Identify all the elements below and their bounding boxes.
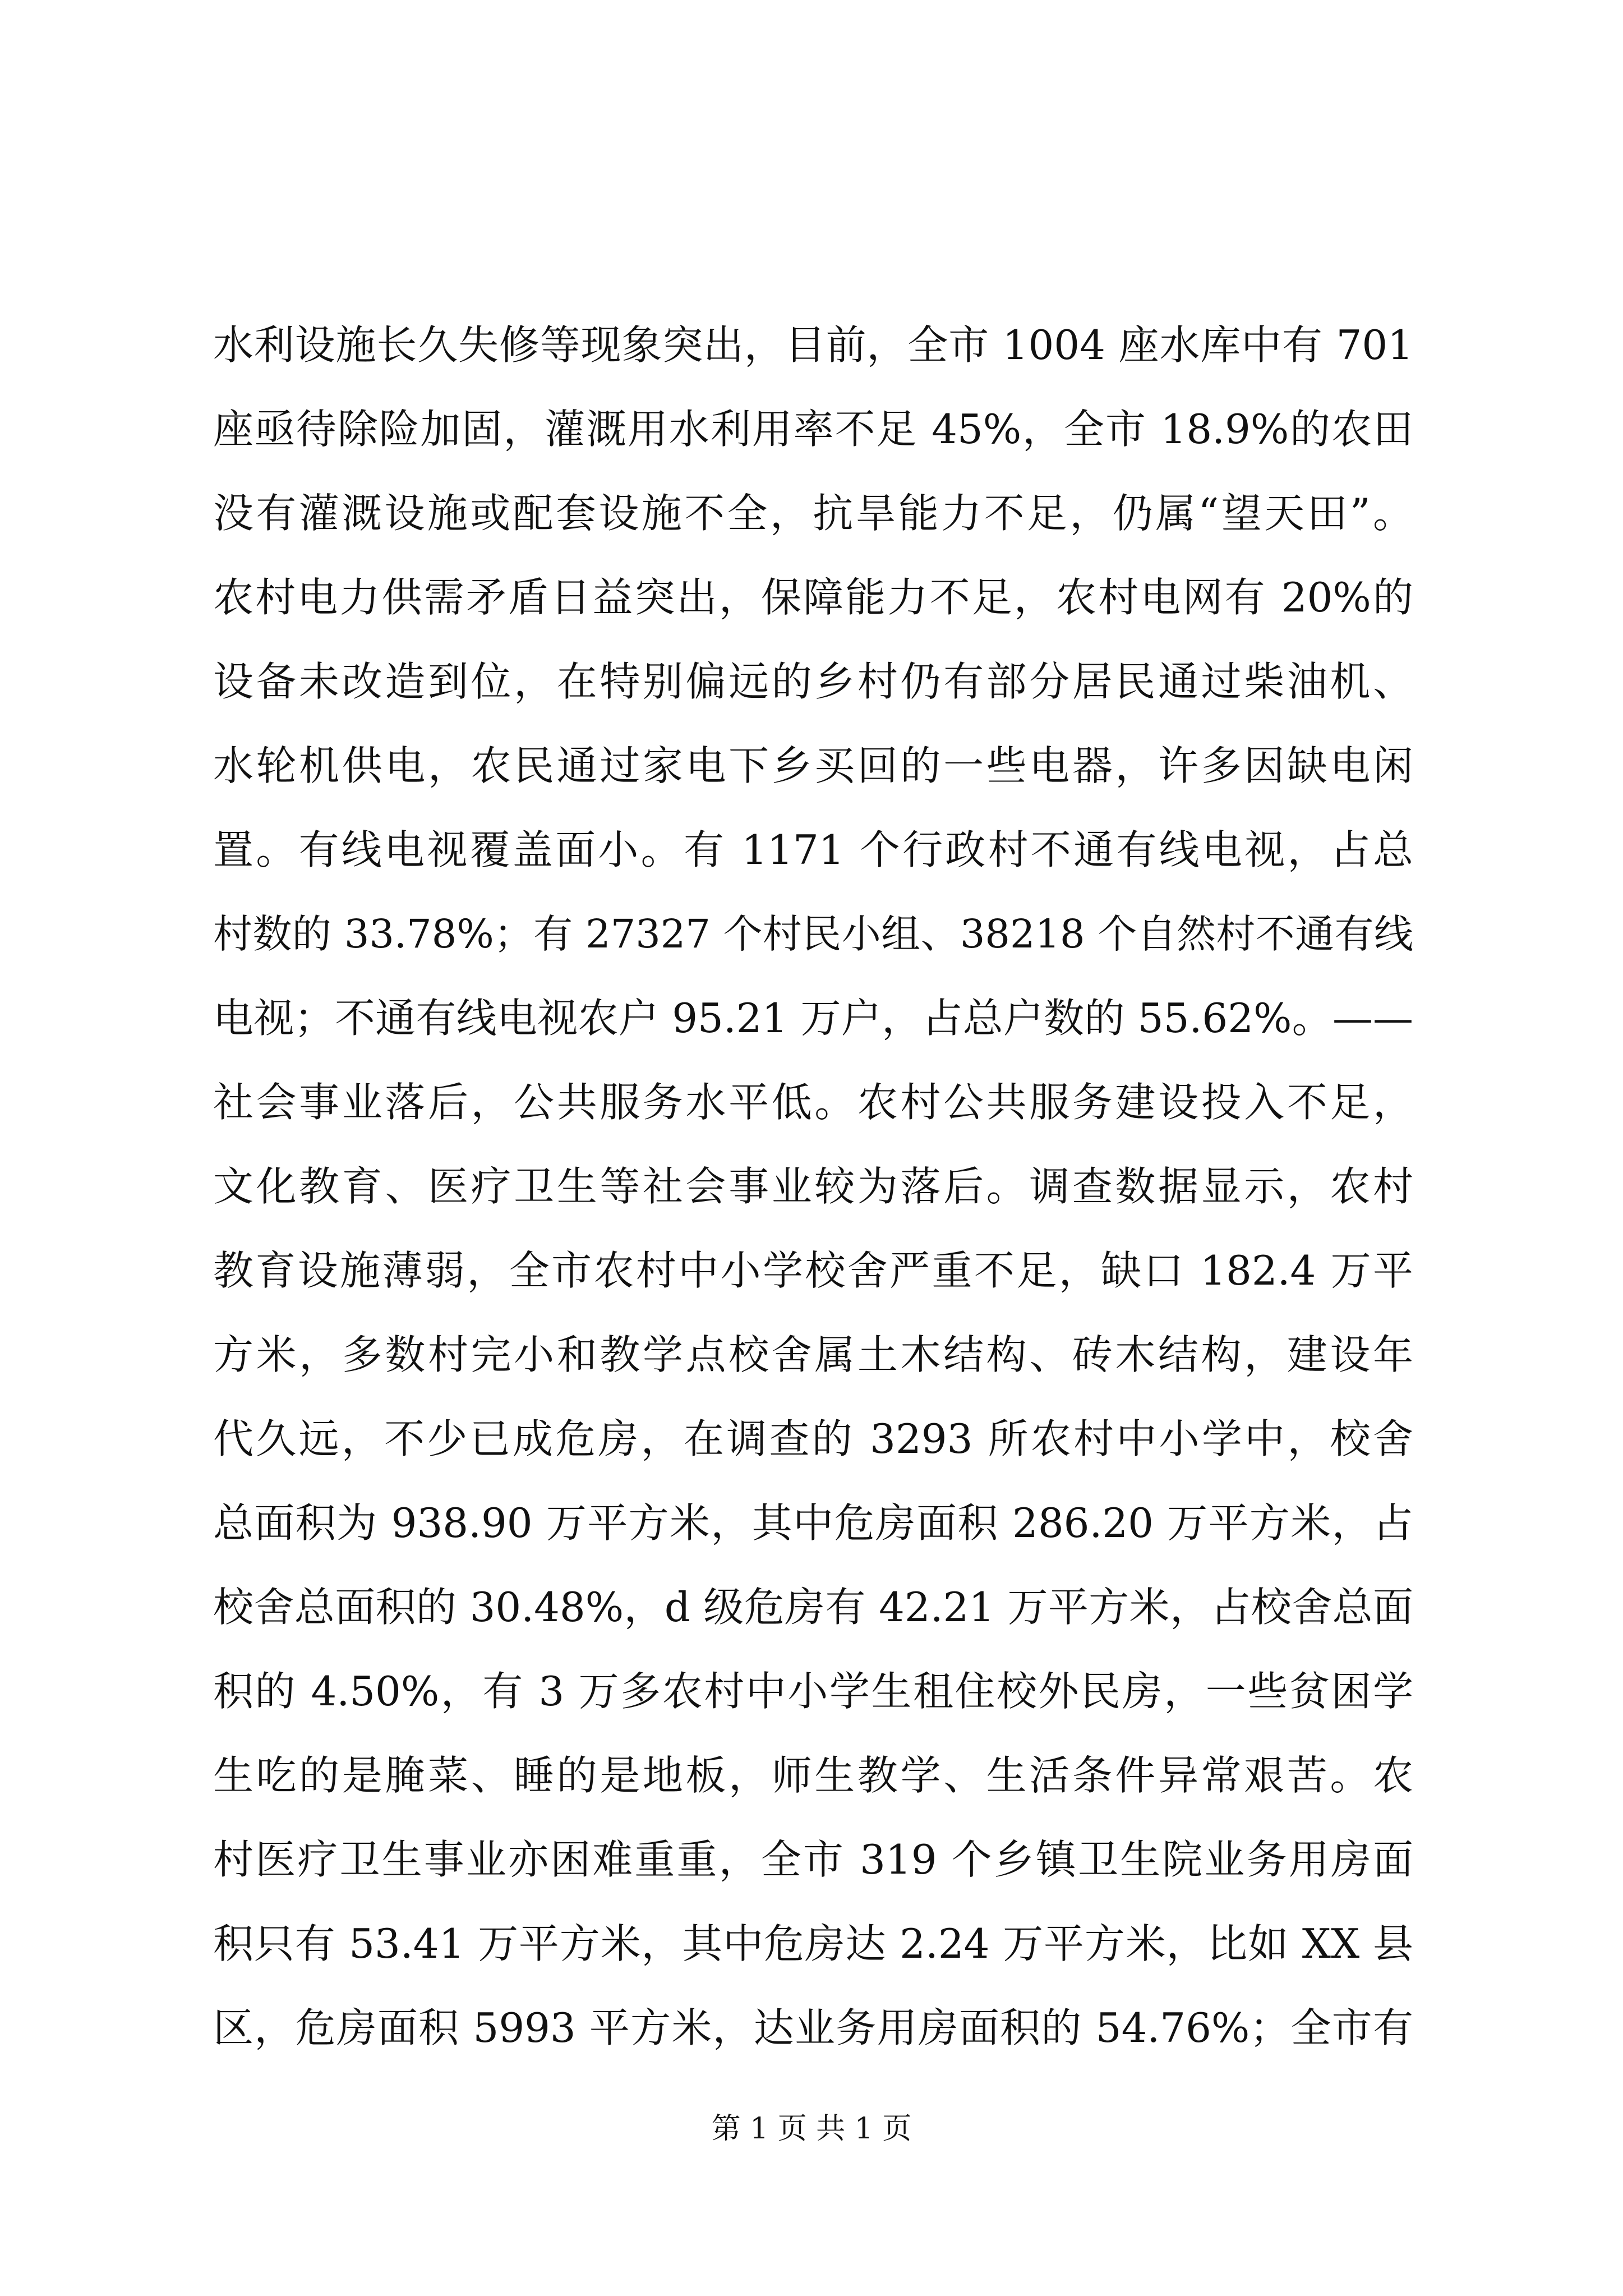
text-line: 生吃的是腌菜、睡的是地板，师生教学、生活条件异常艰苦。农 [213, 1752, 1413, 1799]
text-line: 村医疗卫生事业亦困难重重，全市 319 个乡镇卫生院业务用房面 [213, 1836, 1413, 1883]
text-line: 方米，多数村完小和教学点校舍属土木结构、砖木结构，建设年 [213, 1331, 1413, 1378]
text-line: 总面积为 938.90 万平方米，其中危房面积 286.20 万平方米，占 [213, 1499, 1413, 1547]
text-line: 社会事业落后，公共服务水平低。农村公共服务建设投入不足， [213, 1079, 1413, 1126]
document-body [213, 303, 1413, 2070]
text-line: 水利设施长久失修等现象突出，目前，全市 1004 座水库中有 701 [213, 321, 1413, 369]
text-line: 积的 4.50%，有 3 万多农村中小学生租住校外民房，一些贫困学 [213, 1668, 1413, 1715]
text-line: 置。有线电视覆盖面小。有 1171 个行政村不通有线电视，占总 [213, 826, 1413, 873]
text-line: 校舍总面积的 30.48%，d 级危房有 42.21 万平方米，占校舍总面 [213, 1584, 1413, 1631]
text-line: 农村电力供需矛盾日益突出，保障能力不足，农村电网有 20%的 [213, 574, 1413, 621]
text-line: 区，危房面积 5993 平方米，达业务用房面积的 54.76%；全市有 [213, 2004, 1413, 2051]
text-line: 电视；不通有线电视农户 95.21 万户，占总户数的 55.62%。—— [213, 995, 1413, 1042]
text-line: 村数的 33.78%；有 27327 个村民小组、38218 个自然村不通有线 [213, 911, 1413, 957]
text-line: 座亟待除险加固，灌溉用水利用率不足 45%，全市 18.9%的农田 [213, 406, 1413, 453]
text-line: 教育设施薄弱，全市农村中小学校舍严重不足，缺口 182.4 万平 [213, 1247, 1413, 1294]
text-line: 文化教育、医疗卫生等社会事业较为落后。调查数据显示，农村 [213, 1163, 1413, 1210]
text-line: 设备未改造到位，在特别偏远的乡村仍有部分居民通过柴油机、 [213, 658, 1413, 705]
text-line: 水轮机供电，农民通过家电下乡买回的一些电器，许多因缺电闲 [213, 742, 1413, 789]
text-line: 代久远，不少已成危房，在调查的 3293 所农村中小学中，校舍 [213, 1415, 1413, 1462]
text-line: 积只有 53.41 万平方米，其中危房达 2.24 万平方米，比如 XX 县 [213, 1920, 1413, 1967]
page-footer: 第 1 页 共 1 页 [711, 2112, 912, 2146]
text-line: 没有灌溉设施或配套设施不全，抗旱能力不足，仍属“望天田”。 [213, 490, 1413, 537]
